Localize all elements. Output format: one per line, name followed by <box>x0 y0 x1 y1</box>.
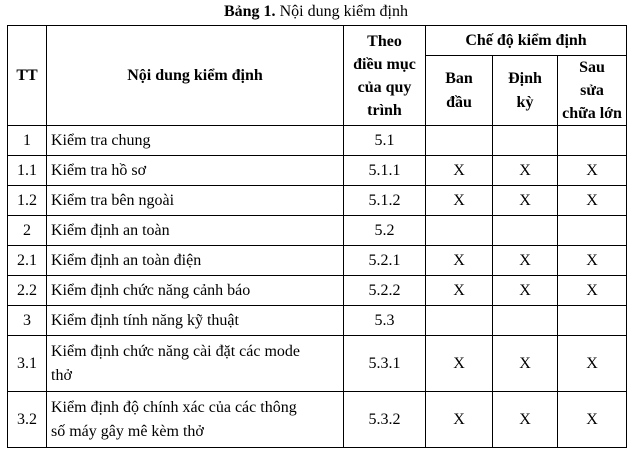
cell-periodic: X <box>493 156 558 186</box>
cell-after-repair <box>558 216 627 246</box>
cell-content-line: Kiểm định chức năng cài đặt các mode <box>51 342 301 360</box>
header-mode-after-repair <box>558 56 627 126</box>
cell-clause: 5.1 <box>344 126 426 156</box>
cell-clause: 5.2 <box>344 216 426 246</box>
cell-tt: 2.2 <box>8 276 47 306</box>
cell-initial: X <box>426 392 493 448</box>
header-tt: TT <box>8 26 47 126</box>
cell-clause: 5.2.2 <box>344 276 426 306</box>
cell-initial <box>426 126 493 156</box>
cell-content-line: số máy gây mê kèm thở <box>51 422 204 440</box>
header-clause-line: trình <box>367 101 402 119</box>
cell-tt: 1.1 <box>8 156 47 186</box>
cell-after-repair: X <box>558 276 627 306</box>
cell-initial: X <box>426 156 493 186</box>
cell-content: Kiểm định an toàn <box>47 216 344 246</box>
cell-periodic <box>493 306 558 336</box>
header-clause-line: Theo <box>367 32 402 50</box>
header-clause-line: của quy <box>357 78 412 96</box>
table-row <box>8 216 627 246</box>
cell-content: Kiểm định chức năng cảnh báo <box>47 276 344 306</box>
cell-tt: 2 <box>8 216 47 246</box>
header-mode-initial <box>426 56 493 126</box>
header-mode-group: Chế độ kiểm định <box>426 26 627 56</box>
caption-title: Nội dung kiểm định <box>279 3 408 20</box>
cell-initial <box>426 306 493 336</box>
table-row <box>8 186 627 216</box>
header-mode-line: sửa <box>580 82 604 99</box>
cell-initial: X <box>426 246 493 276</box>
header-mode-line: kỳ <box>516 93 534 111</box>
cell-periodic: X <box>493 186 558 216</box>
header-mode-periodic <box>493 56 558 126</box>
header-mode-line: đầu <box>446 93 472 111</box>
cell-periodic: X <box>493 336 558 392</box>
cell-tt: 1.2 <box>8 186 47 216</box>
header-mode-line: Sau <box>579 59 605 76</box>
cell-after-repair: X <box>558 156 627 186</box>
cell-periodic <box>493 216 558 246</box>
cell-clause: 5.1.2 <box>344 186 426 216</box>
cell-periodic: X <box>493 392 558 448</box>
cell-after-repair: X <box>558 336 627 392</box>
inspection-table <box>7 25 627 448</box>
header-mode-line: Ban <box>445 69 473 87</box>
header-content: Nội dung kiểm định <box>47 26 344 126</box>
cell-tt: 3.2 <box>8 392 47 448</box>
cell-content: Kiểm tra hồ sơ <box>47 156 344 186</box>
cell-tt: 3.1 <box>8 336 47 392</box>
cell-content: Kiểm định an toàn điện <box>47 246 344 276</box>
cell-after-repair: X <box>558 392 627 448</box>
cell-clause: 5.3 <box>344 306 426 336</box>
cell-clause: 5.3.1 <box>344 336 426 392</box>
table-row <box>8 246 627 276</box>
table-row <box>8 336 627 392</box>
cell-tt: 3 <box>8 306 47 336</box>
cell-content-line: thở <box>51 366 72 384</box>
table-row <box>8 276 627 306</box>
cell-periodic <box>493 126 558 156</box>
cell-clause: 5.3.2 <box>344 392 426 448</box>
caption-label: Bảng 1. <box>223 3 276 20</box>
cell-after-repair <box>558 306 627 336</box>
table-row <box>8 306 627 336</box>
cell-content <box>47 392 344 448</box>
cell-periodic: X <box>493 246 558 276</box>
cell-content: Kiểm tra chung <box>47 126 344 156</box>
cell-initial: X <box>426 336 493 392</box>
table-caption <box>0 2 632 22</box>
cell-after-repair: X <box>558 186 627 216</box>
cell-clause: 5.2.1 <box>344 246 426 276</box>
table-row <box>8 156 627 186</box>
cell-content-line: Kiểm định độ chính xác của các thông <box>51 398 297 416</box>
cell-content: Kiểm tra bên ngoài <box>47 186 344 216</box>
header-clause <box>344 26 426 126</box>
cell-content: Kiểm định tính năng kỹ thuật <box>47 306 344 336</box>
cell-initial: X <box>426 186 493 216</box>
cell-content <box>47 336 344 392</box>
cell-after-repair: X <box>558 246 627 276</box>
cell-tt: 2.1 <box>8 246 47 276</box>
header-mode-line: chữa lớn <box>562 105 622 122</box>
cell-after-repair <box>558 126 627 156</box>
cell-initial: X <box>426 276 493 306</box>
cell-tt: 1 <box>8 126 47 156</box>
cell-periodic: X <box>493 276 558 306</box>
cell-clause: 5.1.1 <box>344 156 426 186</box>
header-clause-line: điều mục <box>353 55 416 73</box>
header-mode-line: Định <box>508 69 542 87</box>
cell-initial <box>426 216 493 246</box>
table-row <box>8 392 627 448</box>
table-row <box>8 126 627 156</box>
